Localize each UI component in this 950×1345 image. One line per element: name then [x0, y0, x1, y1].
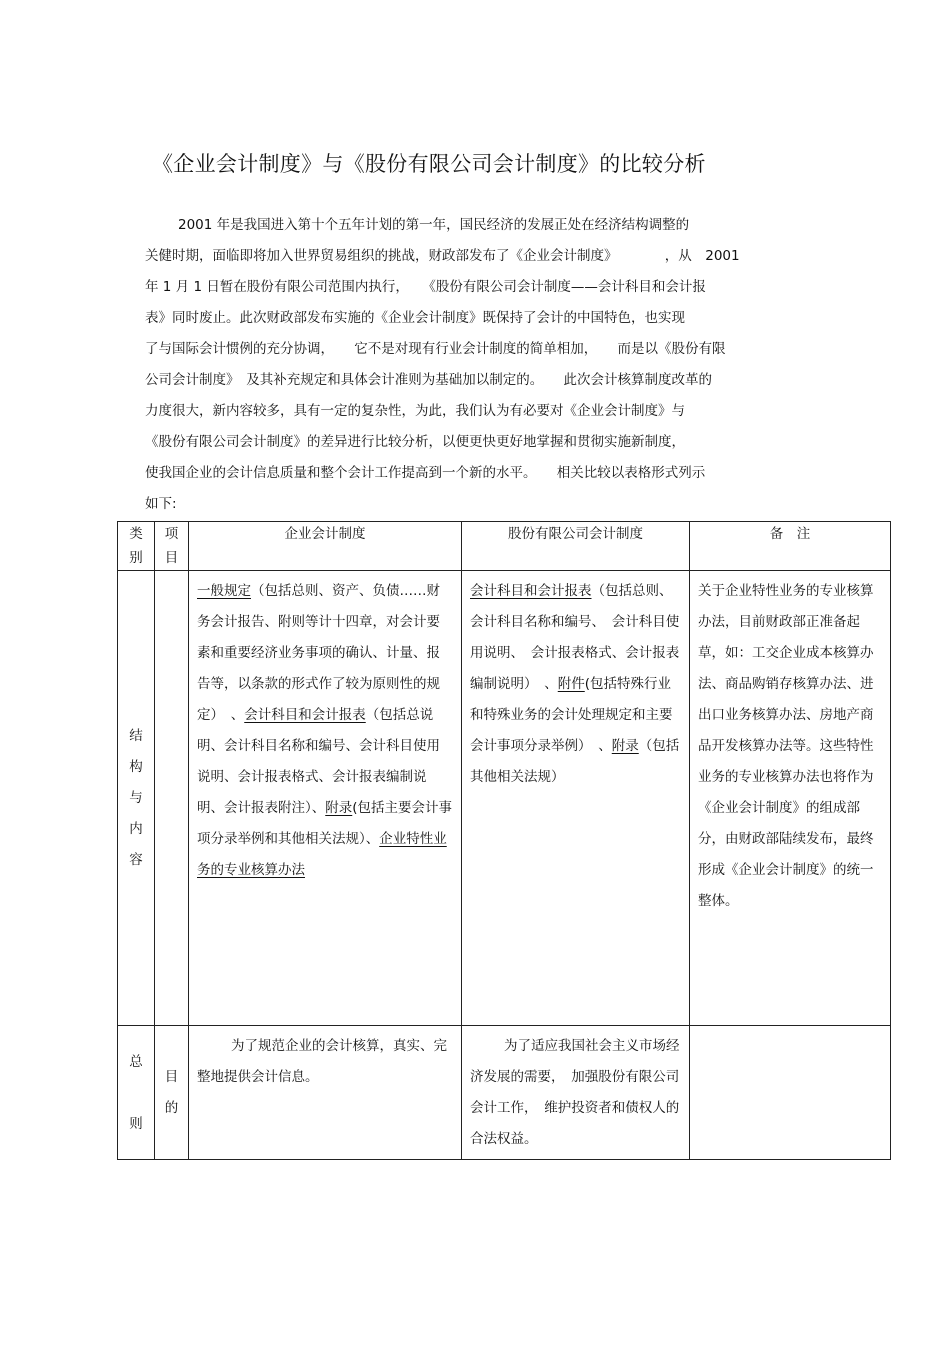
row1-remarks: 关于企业特性业务的专业核算办法，目前财政部正准备起草，如：工交企业成本核算办法、商品购销存核算办法、进出口业务核算办法、房地产商品开发核算办法等。这些特性业务的专业核算办法也将作为《企业会计制度》的组成部分，由财政部陆续发布，最终形成《企业会计制度》的统一整体。 — [690, 571, 891, 1026]
underlined-term: 一般规定 — [197, 583, 251, 599]
intro-line: 了与国际会计惯例的充分协调， 它不是对现有行业会计制度的简单相加， 而是以《股份有限 — [145, 341, 726, 357]
intro-line: 《股份有限公司会计制度》的差异进行比较分析，以便更快更好地掌握和贯彻实施新制度， — [145, 434, 685, 450]
page-title: 《企业会计制度》与《股份有限公司会计制度》的比较分析 — [152, 152, 706, 176]
intro-line: 关健时期，面临即将加入世界贸易组织的挑战，财政部发布了《企业会计制度》 ，从 2001 — [145, 248, 740, 264]
underlined-term: 附录 — [611, 738, 639, 754]
row1-enterprise: 一般规定（包括总则、资产、负债……财务会计报告、附则等计十四章，对会计要素和重要经济业务事项的确认、计量、报告等，以条款的形式作了较为原则性的规定） 、会计科目和会计报表（包括总说明、会计科目名称和编号、会计科目使用说明、会计报表格式、会计报表编制说明、会计报表附注）、附录(包括主要会计事项分录举例和其他相关法规）、企业特性业务的专业核算办法 — [189, 571, 462, 1026]
intro-paragraph — [145, 213, 810, 523]
header-remarks: 备 注 — [690, 522, 891, 571]
table-header-row — [118, 522, 891, 571]
intro-line: 表》同时废止。此次财政部发布实施的《企业会计制度》既保持了会计的中国特色，也实现 — [145, 310, 685, 326]
underlined-term: 企业特性业务的专业核算办法 — [197, 831, 447, 878]
comparison-table — [117, 521, 891, 1160]
row1-joint-stock: 会计科目和会计报表（包括总则、会计科目名称和编号、 会计科目使用说明、 会计报表格式、会计报表编制说明） 、附件(包括特殊行业和特殊业务的会计处理规定和主要会计事项分录举例） 、附录（包括其他相关法规） — [462, 571, 690, 1026]
intro-line: 使我国企业的会计信息质量和整个会计工作提高到一个新的水平。 相关比较以表格形式列示 — [145, 465, 706, 481]
row2-joint-stock: 为了适应我国社会主义市场经济发展的需要， 加强股份有限公司会计工作， 维护投资者和债权人的合法权益。 — [462, 1026, 690, 1160]
table-row — [118, 1026, 891, 1160]
row2-category: 总则 — [118, 1026, 155, 1160]
row1-item — [155, 571, 189, 1026]
intro-line: 如下: — [145, 496, 177, 512]
row2-enterprise: 为了规范企业的会计核算，真实、完整地提供会计信息。 — [189, 1026, 462, 1160]
row1-category: 结构与内容 — [118, 571, 155, 1026]
header-enterprise: 企业会计制度 — [189, 522, 462, 571]
table-row — [118, 571, 891, 1026]
row2-item: 目的 — [155, 1026, 189, 1160]
intro-line: 年 1 月 1 日暂在股份有限公司范围内执行， 《股份有限公司会计制度——会计科目和会计报 — [145, 279, 706, 295]
intro-line: 2001 年是我国进入第十个五年计划的第一年，国民经济的发展正处在经济结构调整的 — [178, 217, 690, 233]
underlined-term: 会计科目和会计报表 — [470, 583, 592, 599]
header-item: 项目 — [155, 522, 189, 571]
intro-line: 公司会计制度》 及其补充规定和具体会计准则为基础加以制定的。 此次会计核算制度改革的 — [145, 372, 712, 388]
underlined-term: 附录 — [325, 800, 353, 816]
underlined-term: 会计科目和会计报表 — [244, 707, 366, 723]
intro-line: 力度很大，新内容较多，具有一定的复杂性，为此，我们认为有必要对《企业会计制度》与 — [145, 403, 685, 419]
header-category: 类别 — [118, 522, 155, 571]
row2-remarks — [690, 1026, 891, 1160]
underlined-term: 附件 — [557, 676, 585, 692]
header-joint-stock: 股份有限公司会计制度 — [462, 522, 690, 571]
